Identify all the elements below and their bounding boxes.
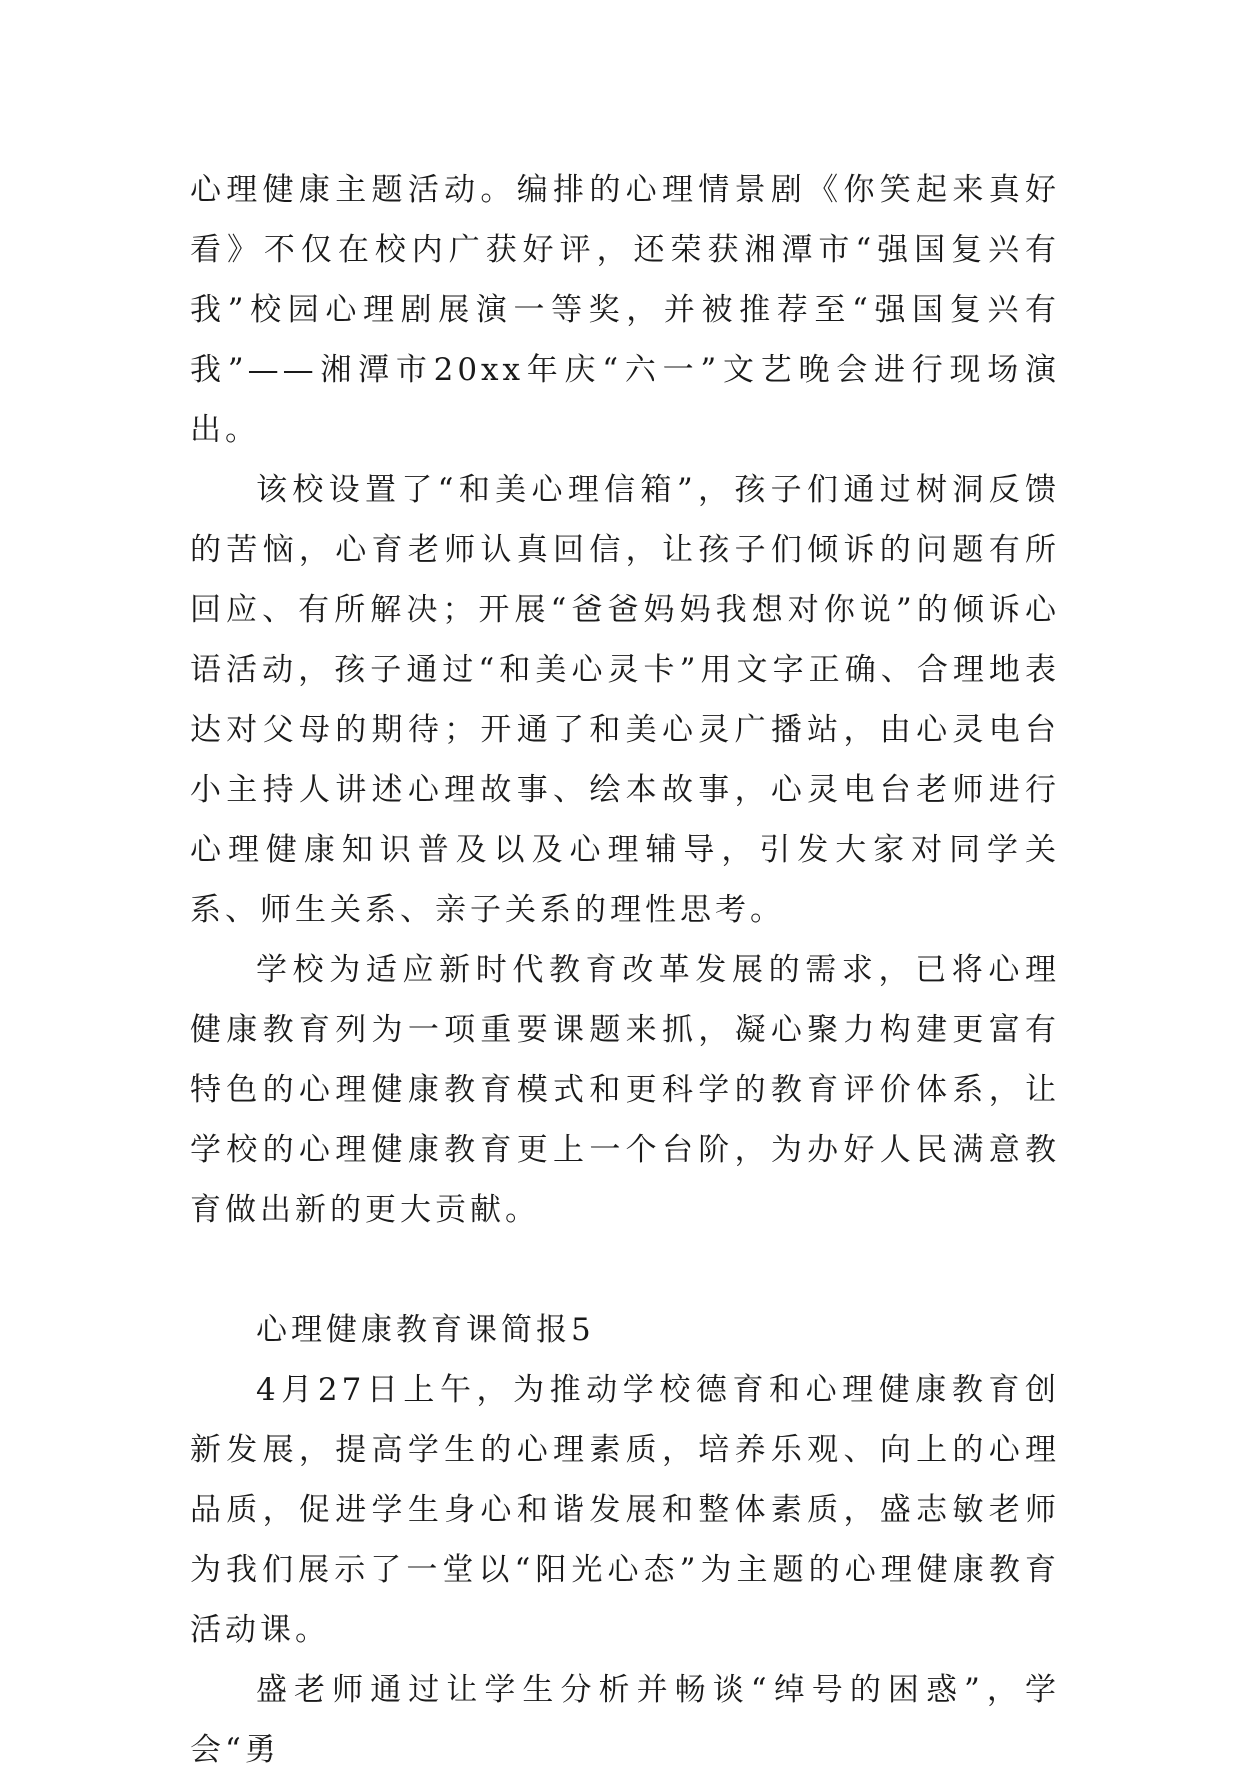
paragraph-april-class: 4月27日上午，为推动学校德育和心理健康教育创新发展，提高学生的心理素质，培养乐观、向上的心理品质，促进学生身心和谐发展和整体素质，盛志敏老师为我们展示了一堂以“阳光心态”为主题的心理健康教育活动课。 (190, 1372, 1060, 1648)
document-body (190, 160, 1060, 1780)
section-heading: 心理健康教育课简报5 (256, 1312, 595, 1348)
paragraph-mailbox: 该校设置了“和美心理信箱”，孩子们通过树洞反馈的苦恼，心育老师认真回信，让孩子们倾诉的问题有所回应、有所解决；开展“爸爸妈妈我想对你说”的倾诉心语活动，孩子通过“和美心灵卡”用文字正确、合理地表达对父母的期待；开通了和美心灵广播站，由心灵电台小主持人讲述心理故事、绘本故事，心灵电台老师进行心理健康知识普及以及心理辅导，引发大家对同学关系、师生关系、亲子关系的理性思考。 (190, 472, 1060, 928)
section-spacer (190, 1240, 1060, 1300)
paragraph-school-reform: 学校为适应新时代教育改革发展的需求，已将心理健康教育列为一项重要课题来抓，凝心聚力构建更富有特色的心理健康教育模式和更科学的教育评价体系，让学校的心理健康教育更上一个台阶，为办好人民满意教育做出新的更大贡献。 (190, 952, 1060, 1228)
paragraph-continued: 心理健康主题活动。编排的心理情景剧《你笑起来真好看》不仅在校内广获好评，还荣获湘潭市“强国复兴有我”校园心理剧展演一等奖，并被推荐至“强国复兴有我”——湘潭市20xx年庆“六一”文艺晚会进行现场演出。 (190, 172, 1060, 448)
paragraph-teacher-sheng: 盛老师通过让学生分析并畅谈“绰号的困惑”，学会“勇 (190, 1672, 1060, 1768)
